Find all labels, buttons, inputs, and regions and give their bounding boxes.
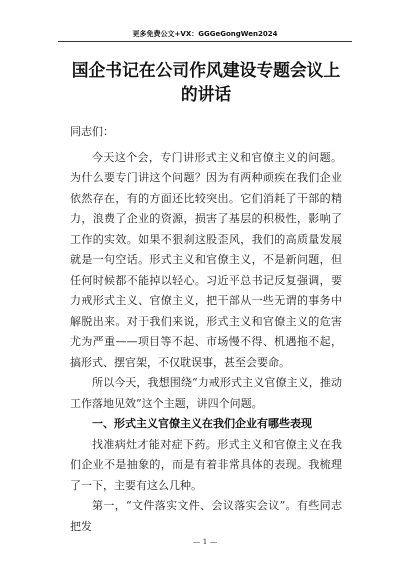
document-body (70, 122, 342, 537)
header-note: 更多免费公文+VX：GGGeGongWen2024 (132, 30, 278, 38)
body-paragraph: 今天这个会，专门讲形式主义和官僚主义的问题。为什么要专门讲这个问题？因为有两种顽疾在我们企业依然存在，有的方面还比较突出。它们消耗了干部的精力，浪费了企业的资源，损害了基层的积极性，影响了工作的实效。如果不狠刹这股歪风，我们的高质量发展就是一句空话。形式主义和官僚主义，不是新问题，但任何时候都不能掉以轻心。习近平总书记反复强调，要力戒形式主义、官僚主义，把干部从一些无谓的事务中解脱出来。对于我们来说，形式主义和官僚主义的危害尤为严重——项目等不起、市场慢不得、机遇拖不起，搞形式、摆官架，不仅耽误事，甚至会要命。 (70, 150, 342, 369)
body-paragraph: 所以今天，我想围绕“力戒形式主义官僚主义，推动工作落地见效”这个主题，讲四个问题。 (70, 376, 342, 410)
page-number: — 1 — (192, 537, 218, 546)
body-paragraph: 第一，“文件落实文件、会议落实会议”。有些同志把发 (70, 499, 342, 533)
body-paragraph: 找准病灶才能对症下药。形式主义和官僚主义在我们企业不是抽象的，而是有着非常具体的表现。我梳理了一下，主要有这么几种。 (70, 437, 342, 492)
header-divider (58, 41, 352, 42)
section-heading: 一、形式主义官僚主义在我们企业有哪些表现 (92, 417, 312, 430)
salutation: 同志们： (70, 125, 114, 138)
document-title: 国企书记在公司作风建设专题会议上的讲话 (71, 60, 341, 104)
